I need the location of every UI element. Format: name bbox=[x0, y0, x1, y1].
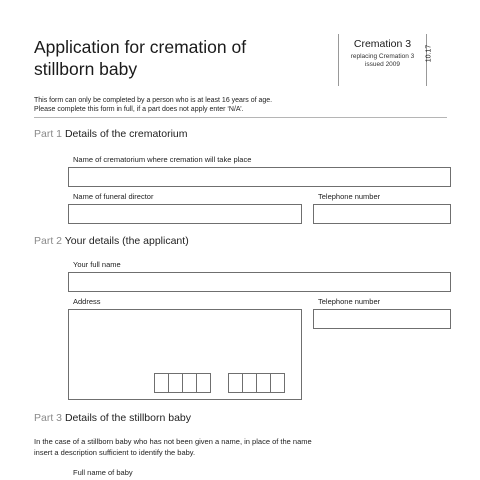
postcode-part-1[interactable] bbox=[154, 373, 211, 393]
postcode-cell[interactable] bbox=[256, 373, 271, 393]
funeral-director-field[interactable] bbox=[68, 204, 302, 224]
part-3-title: Details of the stillborn baby bbox=[64, 412, 192, 424]
address-label: Address bbox=[73, 297, 101, 306]
part-2-heading bbox=[34, 235, 189, 247]
form-title-line-2: stillborn baby bbox=[34, 59, 138, 79]
part-1-title: Details of the crematorium bbox=[64, 128, 188, 140]
form-reference-box bbox=[338, 34, 427, 86]
replaces-line-2: issued 2009 bbox=[364, 61, 401, 68]
part-1-telephone-label: Telephone number bbox=[318, 192, 381, 201]
part-1-number: Part 1 bbox=[34, 128, 63, 140]
address-field[interactable] bbox=[68, 309, 302, 400]
crematorium-label: Name of crematorium where cremation will take place bbox=[73, 155, 252, 164]
part-2-telephone-field[interactable] bbox=[313, 309, 451, 329]
postcode-cell[interactable] bbox=[182, 373, 197, 393]
postcode-cell[interactable] bbox=[196, 373, 211, 393]
crematorium-name-field[interactable] bbox=[68, 167, 451, 187]
intro-line-2: Please complete this form in full, if a part does not apply enter ‘N/A’. bbox=[34, 106, 244, 113]
part-3-number: Part 3 bbox=[34, 412, 63, 424]
form-title-line-1: Application for cremation of bbox=[34, 37, 247, 57]
part-1-telephone-field[interactable] bbox=[313, 204, 451, 224]
part-2-number: Part 2 bbox=[34, 235, 63, 247]
version-tag bbox=[425, 40, 444, 70]
baby-name-label: Full name of baby bbox=[73, 468, 133, 477]
version-text: 10.17 bbox=[425, 44, 433, 63]
divider bbox=[34, 117, 447, 118]
part-2-telephone-label: Telephone number bbox=[318, 297, 381, 306]
postcode-cell[interactable] bbox=[228, 373, 243, 393]
part-3-heading bbox=[34, 412, 191, 424]
part-1-heading bbox=[34, 128, 187, 140]
form-title bbox=[34, 36, 324, 80]
intro-line-1: This form can only be completed by a person who is at least 16 years of age. bbox=[34, 97, 273, 104]
funeral-director-label: Name of funeral director bbox=[73, 192, 154, 201]
postcode-cell[interactable] bbox=[168, 373, 183, 393]
part-3-instructions bbox=[34, 436, 312, 458]
form-code: Cremation 3 bbox=[353, 38, 412, 50]
postcode-cell[interactable] bbox=[154, 373, 169, 393]
postcode-cell[interactable] bbox=[242, 373, 257, 393]
postcode-cell[interactable] bbox=[270, 373, 285, 393]
part-3-instruction-line-1: In the case of a stillborn baby who has not been given a name, in place of the name bbox=[34, 437, 312, 446]
part-2-title: Your details (the applicant) bbox=[64, 235, 189, 247]
full-name-label: Your full name bbox=[73, 260, 121, 269]
part-3-instruction-line-2: insert a description sufficient to identify the baby. bbox=[34, 448, 196, 457]
intro-text bbox=[34, 96, 272, 114]
applicant-full-name-field[interactable] bbox=[68, 272, 451, 292]
replaces-line-1: replacing Cremation 3 bbox=[350, 53, 415, 60]
postcode-part-2[interactable] bbox=[228, 373, 285, 393]
